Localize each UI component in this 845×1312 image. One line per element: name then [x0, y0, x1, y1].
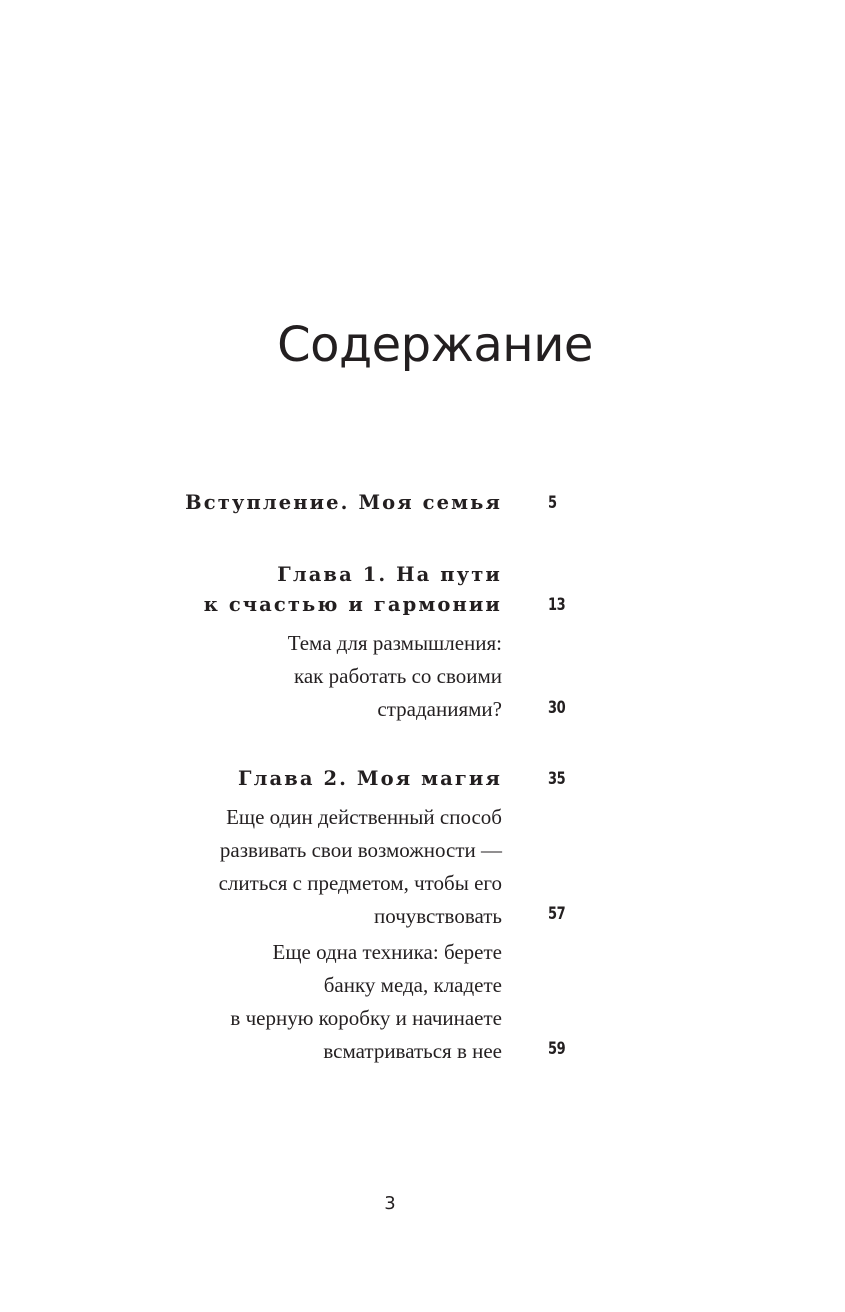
toc-entry-text: развивать свои возможности — — [219, 838, 502, 862]
toc-entry-text: к счастью и гармонии — [203, 593, 502, 616]
page-number-footer: 3 — [384, 1193, 396, 1214]
toc-entry-chapter-1 — [150, 560, 502, 620]
toc-entry-text: Глава 2. Моя магия — [238, 767, 502, 790]
toc-entry-introduction — [150, 488, 502, 518]
toc-entry-text: всматриваться в нее — [323, 1039, 502, 1063]
toc-entry-reflection-topic — [150, 627, 502, 726]
toc-entry-effective-method — [150, 801, 502, 933]
toc-entry-text: Еще одна техника: берете — [272, 940, 502, 964]
toc-entry-text: почувствовать — [374, 904, 502, 928]
toc-entry-chapter-2 — [150, 764, 502, 794]
toc-page-number: 35 — [548, 769, 566, 789]
toc-page-number: 59 — [548, 1039, 566, 1059]
toc-entry-text: Тема для размышления: — [287, 631, 502, 655]
toc-page-number: 13 — [548, 595, 566, 615]
toc-page-number: 57 — [548, 904, 566, 924]
toc-entry-honey-technique — [150, 936, 502, 1068]
toc-entry-text: Еще один действенный способ — [226, 805, 502, 829]
toc-entry-text: Вступление. Моя семья — [185, 491, 502, 514]
toc-entry-text: банку меда, кладете — [323, 973, 502, 997]
page-title: Содержание — [277, 317, 593, 373]
toc-entry-text: страданиями? — [377, 697, 502, 721]
toc-entry-text: в черную коробку и начинаете — [230, 1006, 502, 1030]
toc-entry-text: слиться с предметом, чтобы его — [218, 871, 502, 895]
toc-page-number: 5 — [548, 493, 557, 513]
toc-page-number: 30 — [548, 698, 566, 718]
toc-entry-text: Глава 1. На пути — [277, 563, 502, 586]
toc-entry-text: как работать со своими — [293, 664, 502, 688]
